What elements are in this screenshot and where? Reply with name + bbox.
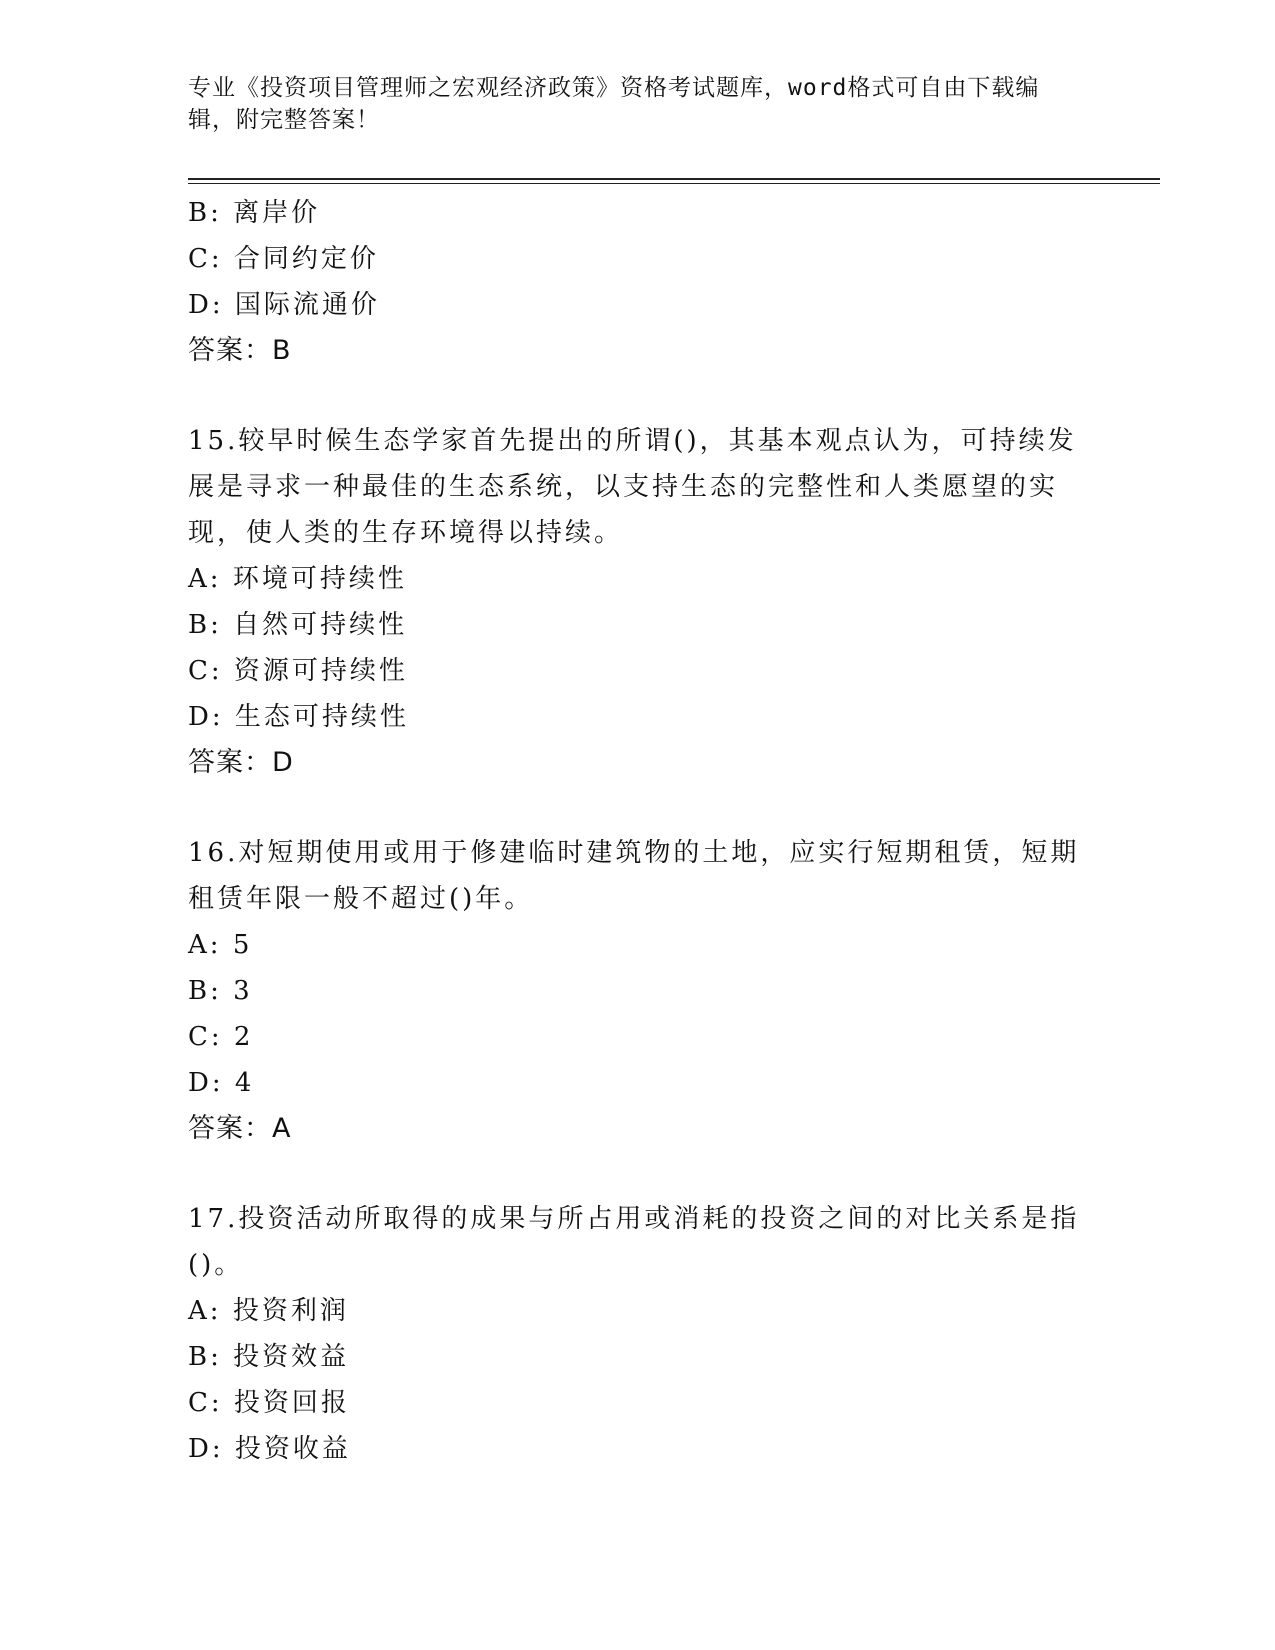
- option-c: C: 资源可持续性: [188, 656, 408, 686]
- option-b: B: 离岸价: [188, 198, 321, 228]
- option-a: A: 投资利润: [188, 1296, 349, 1326]
- option-b: B: 3: [188, 976, 253, 1006]
- option-d: D: 4: [188, 1068, 255, 1098]
- spacer: [188, 1152, 1088, 1196]
- header-line-2: 辑，附完整答案！: [188, 107, 380, 133]
- option-b: B: 自然可持续性: [188, 610, 408, 640]
- header-line-1: 专业《投资项目管理师之宏观经济政策》资格考试题库，word格式可自由下载编: [188, 75, 1040, 101]
- option-a: A: 环境可持续性: [188, 564, 407, 594]
- option-a: A: 5: [188, 930, 253, 960]
- question-text-line: ()。: [188, 1250, 244, 1280]
- option-d: D: 生态可持续性: [188, 702, 409, 732]
- option-c: C: 投资回报: [188, 1388, 350, 1418]
- answer-line: 答案：D: [188, 747, 294, 778]
- question-text-line: 现，使人类的生存环境得以持续。: [188, 518, 624, 548]
- question-list: [188, 190, 1088, 1472]
- document-header: [188, 72, 1068, 136]
- question-15: [188, 418, 1088, 786]
- option-d: D: 投资收益: [188, 1434, 351, 1464]
- option-d: D: 国际流通价: [188, 290, 380, 320]
- question-16: [188, 830, 1088, 1152]
- answer-line: 答案：B: [188, 335, 292, 366]
- header-divider: [188, 178, 1160, 184]
- answer-line: 答案：A: [188, 1113, 292, 1144]
- option-b: B: 投资效益: [188, 1342, 350, 1372]
- question-text-line: 租赁年限一般不超过()年。: [188, 884, 534, 914]
- question-14-continued: [188, 190, 1088, 374]
- question-text-line: 展是寻求一种最佳的生态系统，以支持生态的完整性和人类愿望的实: [188, 472, 1059, 502]
- spacer: [188, 374, 1088, 418]
- option-c: C: 2: [188, 1022, 254, 1052]
- question-text-line: 17.投资活动所取得的成果与所占用或消耗的投资之间的对比关系是指: [188, 1204, 1080, 1234]
- spacer: [188, 786, 1088, 830]
- question-text-line: 16.对短期使用或用于修建临时建筑物的土地，应实行短期租赁，短期: [188, 838, 1080, 868]
- option-c: C: 合同约定价: [188, 244, 379, 274]
- question-text-line: 15.较早时候生态学家首先提出的所谓()，其基本观点认为，可持续发: [188, 426, 1077, 456]
- question-17: [188, 1196, 1088, 1472]
